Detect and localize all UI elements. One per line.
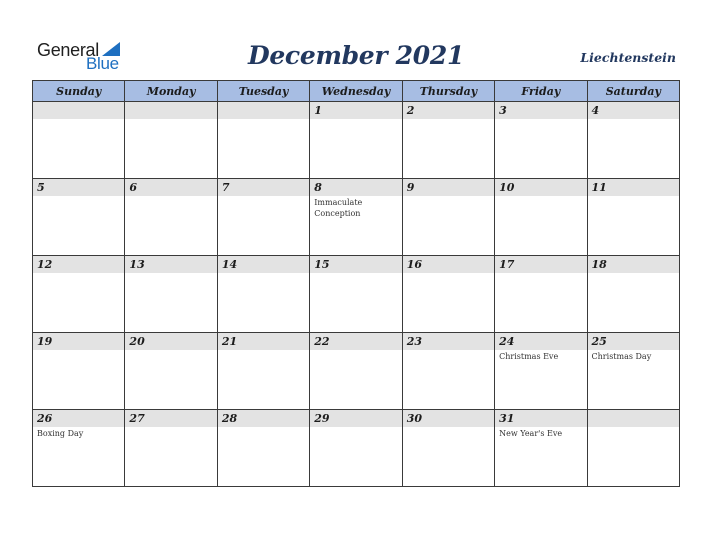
weekday-header-row xyxy=(33,81,680,102)
day-number: 14 xyxy=(218,256,309,273)
day-number: 12 xyxy=(33,256,124,273)
day-number: 20 xyxy=(125,333,216,350)
holiday-label xyxy=(495,273,586,274)
day-cell xyxy=(33,179,125,256)
day-number: 27 xyxy=(125,410,216,427)
holiday-label xyxy=(125,196,216,197)
day-number: 26 xyxy=(33,410,124,427)
day-cell xyxy=(33,102,125,179)
day-number: 22 xyxy=(310,333,401,350)
day-cell xyxy=(310,256,402,333)
weekday-header: Tuesday xyxy=(217,81,309,102)
day-number: 17 xyxy=(495,256,586,273)
country-name: Liechtenstein xyxy=(580,50,676,65)
weekday-header: Saturday xyxy=(587,81,679,102)
day-cell xyxy=(587,102,679,179)
weekday-header: Wednesday xyxy=(310,81,402,102)
holiday-label xyxy=(218,273,309,274)
day-cell xyxy=(402,102,494,179)
weekday-header: Friday xyxy=(495,81,587,102)
day-cell xyxy=(402,410,494,487)
holiday-label xyxy=(33,119,124,120)
day-number: 30 xyxy=(403,410,494,427)
day-cell xyxy=(33,410,125,487)
holiday-label xyxy=(218,119,309,120)
day-number: 2 xyxy=(403,102,494,119)
holiday-label xyxy=(125,427,216,428)
holiday-label xyxy=(125,273,216,274)
holiday-label xyxy=(403,119,494,120)
day-cell xyxy=(587,256,679,333)
day-cell xyxy=(310,333,402,410)
day-number xyxy=(218,102,309,119)
holiday-label xyxy=(403,196,494,197)
holiday-label: Christmas Day xyxy=(591,352,652,361)
day-cell xyxy=(217,179,309,256)
holiday-label xyxy=(588,273,679,274)
generalblue-logo xyxy=(37,40,127,74)
day-cell xyxy=(402,179,494,256)
holiday-label xyxy=(33,196,124,197)
week-row xyxy=(33,179,680,256)
holiday-label xyxy=(125,119,216,120)
day-number: 5 xyxy=(33,179,124,196)
day-number: 3 xyxy=(495,102,586,119)
holiday-label xyxy=(588,119,679,120)
holiday-label xyxy=(218,427,309,428)
holiday-label xyxy=(33,273,124,274)
day-cell xyxy=(495,256,587,333)
day-cell xyxy=(310,102,402,179)
week-row xyxy=(33,256,680,333)
day-number: 29 xyxy=(310,410,401,427)
day-number: 24 xyxy=(495,333,586,350)
day-cell xyxy=(125,333,217,410)
holiday-label xyxy=(495,196,586,197)
day-number: 9 xyxy=(403,179,494,196)
day-number xyxy=(125,102,216,119)
week-row xyxy=(33,333,680,410)
logo-blue-text: Blue xyxy=(86,54,119,73)
day-number xyxy=(33,102,124,119)
day-number: 25 xyxy=(588,333,679,350)
holiday-label xyxy=(403,427,494,428)
day-cell xyxy=(587,179,679,256)
day-number: 11 xyxy=(588,179,679,196)
day-number: 16 xyxy=(403,256,494,273)
holiday-label: Immaculate Conception xyxy=(314,198,363,218)
holiday-label xyxy=(33,350,124,351)
day-cell xyxy=(217,256,309,333)
holiday-label xyxy=(310,427,401,428)
day-number: 21 xyxy=(218,333,309,350)
logo-general-text: General xyxy=(37,40,99,60)
day-number: 4 xyxy=(588,102,679,119)
day-number: 1 xyxy=(310,102,401,119)
day-number: 15 xyxy=(310,256,401,273)
day-cell xyxy=(495,102,587,179)
day-cell xyxy=(125,179,217,256)
day-number: 10 xyxy=(495,179,586,196)
holiday-label xyxy=(588,427,679,428)
day-cell xyxy=(402,256,494,333)
day-cell xyxy=(495,333,587,410)
day-cell xyxy=(310,179,402,256)
day-cell xyxy=(125,256,217,333)
holiday-label xyxy=(125,350,216,351)
day-cell xyxy=(402,333,494,410)
holiday-label xyxy=(218,196,309,197)
day-number: 31 xyxy=(495,410,586,427)
day-number xyxy=(588,410,679,427)
week-row xyxy=(33,410,680,487)
day-cell xyxy=(33,333,125,410)
day-cell xyxy=(310,410,402,487)
calendar-grid xyxy=(32,80,680,487)
day-number: 13 xyxy=(125,256,216,273)
day-cell xyxy=(587,333,679,410)
holiday-label xyxy=(218,350,309,351)
holiday-label xyxy=(403,350,494,351)
holiday-label: Boxing Day xyxy=(37,429,84,438)
day-cell xyxy=(33,256,125,333)
holiday-label: Christmas Eve xyxy=(499,352,559,361)
holiday-label: New Year's Eve xyxy=(499,429,563,438)
holiday-label xyxy=(403,273,494,274)
holiday-label xyxy=(310,119,401,120)
day-number: 8 xyxy=(310,179,401,196)
day-number: 18 xyxy=(588,256,679,273)
calendar-title: December 2021 xyxy=(247,41,465,70)
day-cell xyxy=(125,102,217,179)
weekday-header: Sunday xyxy=(33,81,125,102)
holiday-label xyxy=(310,350,401,351)
day-cell xyxy=(217,333,309,410)
day-number: 7 xyxy=(218,179,309,196)
day-cell xyxy=(587,410,679,487)
day-cell xyxy=(217,410,309,487)
holiday-label xyxy=(588,196,679,197)
week-row xyxy=(33,102,680,179)
day-cell xyxy=(125,410,217,487)
day-number: 23 xyxy=(403,333,494,350)
day-number: 6 xyxy=(125,179,216,196)
day-number: 19 xyxy=(33,333,124,350)
weekday-header: Thursday xyxy=(402,81,494,102)
day-cell xyxy=(217,102,309,179)
weekday-header: Monday xyxy=(125,81,217,102)
day-cell xyxy=(495,179,587,256)
day-number: 28 xyxy=(218,410,309,427)
holiday-label xyxy=(310,273,401,274)
day-cell xyxy=(495,410,587,487)
holiday-label xyxy=(495,119,586,120)
